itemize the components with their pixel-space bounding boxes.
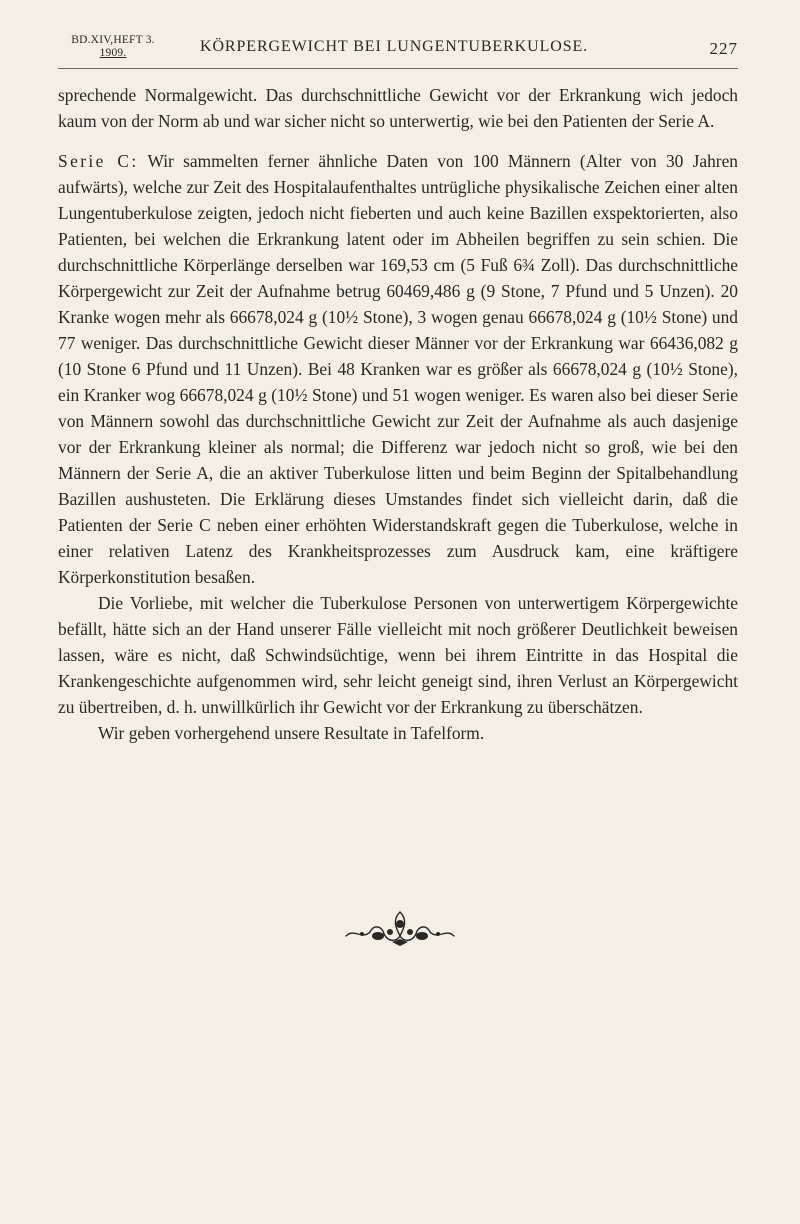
running-title: KÖRPERGEWICHT BEI LUNGENTUBERKULOSE. <box>200 38 589 55</box>
paragraph-4-text: Wir geben vorhergehend unsere Resultate in Tafelform. <box>98 723 485 743</box>
section-label-serie-c: Serie C: <box>58 151 139 171</box>
volume-year: 1909. <box>99 47 127 59</box>
paragraph-4 <box>58 720 738 746</box>
paragraph-3 <box>58 590 738 720</box>
running-header <box>58 30 738 69</box>
floral-vignette-icon <box>340 906 460 950</box>
paragraph-3-text: Die Vorliebe, mit welcher die Tuberkulose Personen von unterwertigem Körpergewichte befällt, hätte sich an der Hand unserer Fälle vielleicht mit noch größerer Deutlichkeit beweisen lassen, wäre es nicht, daß Schwindsüchtige, wenn bei ihrem Eintritte in das Hospital die Krankengeschichte aufgenommen wird, sehr leicht geneigt sind, ihren Verlust an Körpergewicht zu übertreiben, d. h. unwillkürlich ihr Gewicht vor der Erkrankung zu überschätzen. <box>58 593 738 717</box>
body-text <box>58 82 738 746</box>
paragraph-serie-c <box>58 148 738 590</box>
volume-reference <box>58 34 168 60</box>
volume-label: BD.XIV,HEFT 3. <box>71 34 155 46</box>
paragraph-1 <box>58 82 738 134</box>
page-number: 227 <box>709 39 738 58</box>
paragraph-1-text: sprechende Normalgewicht. Das durchschnittliche Gewicht vor der Erkrankung wich jedoch kaum von der Norm ab und war sicher nicht so unterwertig, wie bei den Patienten der Serie A. <box>58 85 738 131</box>
paragraph-serie-c-text: Wir sammelten ferner ähnliche Daten von 100 Männern (Alter von 30 Jahren aufwärts), welche zur Zeit des Hospitalaufenthaltes untrügliche physikalische Zeichen einer alten Lungentuberkulose zeigten, jedoch nicht fieberten und auch keine Bazillen exspektorierten, also Patienten, bei welchen die Erkrankung latent oder im Abheilen begriffen zu sein schien. Die durchschnittliche Körperlänge derselben war 169,53 cm (5 Fuß 6¾ Zoll). Das durchschnittliche Körpergewicht zur Zeit der Aufnahme betrug 60469,486 g (9 Stone, 7 Pfund und 5 Unzen). 20 Kranke wogen mehr als 66678,024 g (10½ Stone), 3 wogen genau 66678,024 g (10½ Stone) und 77 weniger. Das durchschnittliche Gewicht dieser Männer vor der Erkrankung war 66436,082 g (10 Stone 6 Pfund und 11 Unzen). Bei 48 Kranken war es größer als 66678,024 g (10½ Stone), ein Kranker wog 66678,024 g (10½ Stone) und 51 wogen weniger. Es waren also bei dieser Serie von Männern sowohl das durchschnittliche Gewicht zur Zeit der Aufnahme als auch dasjenige vor der Erkrankung kleiner als normal; die Differenz war jedoch nicht so groß, wie bei den Männern der Serie A, die an aktiver Tuberkulose litten und beim Beginn der Spitalbehandlung Bazillen aushusteten. Die Erklärung dieses Umstandes findet sich vielleicht darin, daß die Patienten der Serie C neben einer erhöhten Widerstandskraft gegen die Tuberkulose, welche in einer relativen Latenz des Krankheitsprozesses zum Ausdruck kam, eine kräftigere Körperkonstitution besaßen. <box>58 151 738 587</box>
